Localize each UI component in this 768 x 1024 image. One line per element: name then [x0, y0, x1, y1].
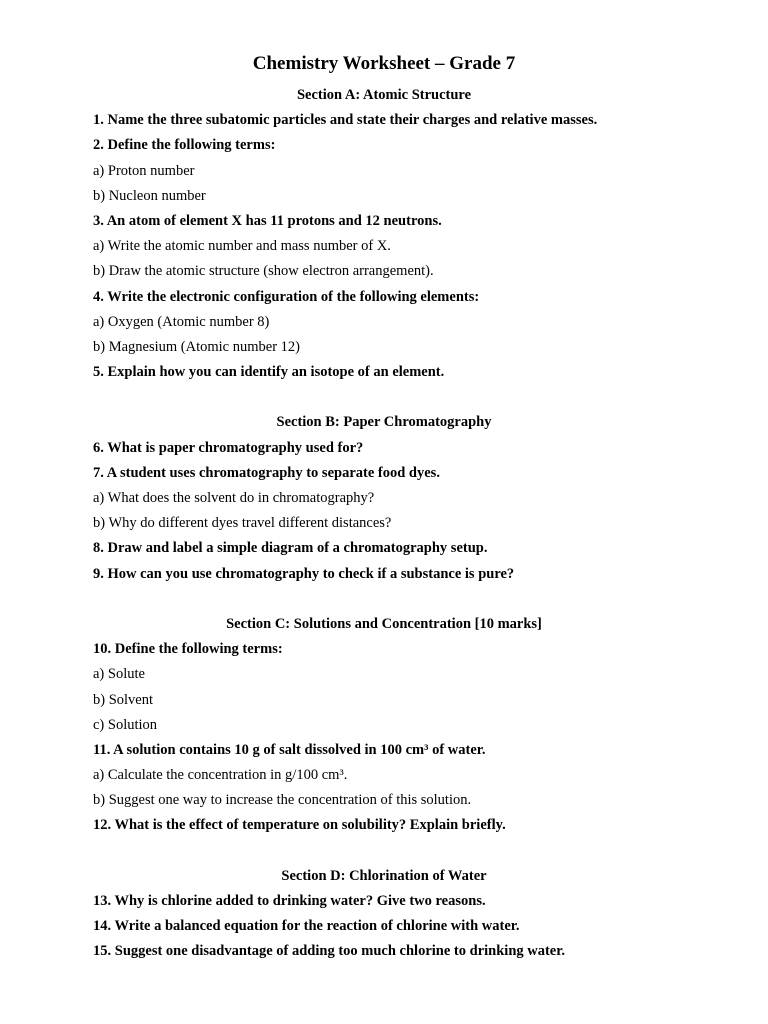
- question-line: 7. A student uses chromatography to separate food dyes.: [93, 464, 440, 481]
- question-line: 10. Define the following terms:: [93, 641, 283, 658]
- worksheet-body: [93, 83, 728, 965]
- question-line: 14. Write a balanced equation for the reaction of chlorine with water.: [93, 918, 520, 935]
- question-line: 5. Explain how you can identify an isotope of an element.: [93, 364, 445, 381]
- question-line: 15. Suggest one disadvantage of adding too much chlorine to drinking water.: [93, 943, 565, 960]
- sub-question-line: a) What does the solvent do in chromatography?: [93, 490, 375, 506]
- question-line: 4. Write the electronic configuration of the following elements:: [93, 288, 480, 305]
- section-heading: Section C: Solutions and Concentration [10 marks]: [226, 615, 542, 632]
- sub-question-line: c) Solution: [93, 716, 158, 733]
- section-heading: Section A: Atomic Structure: [296, 87, 472, 103]
- question-line: 11. A solution contains 10 g of salt dissolved in 100 cm³ of water.: [93, 741, 486, 758]
- sub-question-line: a) Proton number: [93, 162, 195, 179]
- question-line: 1. Name the three subatomic particles and state their charges and relative masses.: [93, 112, 598, 129]
- section-spacer: [93, 385, 728, 410]
- question-line: 2. Define the following terms:: [93, 137, 276, 154]
- question-line: 12. What is the effect of temperature on solubility? Explain briefly.: [93, 817, 506, 834]
- sub-question-line: b) Nucleon number: [93, 187, 206, 204]
- section-heading: Section D: Chlorination of Water: [281, 867, 487, 884]
- sub-question-line: b) Suggest one way to increase the concentration of this solution.: [93, 792, 472, 809]
- sub-question-line: b) Draw the atomic structure (show electron arrangement).: [93, 263, 434, 280]
- sub-question-line: b) Solvent: [93, 691, 154, 708]
- question-line: 13. Why is chlorine added to drinking water? Give two reasons.: [93, 893, 486, 909]
- section-spacer: [93, 839, 728, 864]
- question-line: 3. An atom of element X has 11 protons and 12 neutrons.: [93, 212, 442, 229]
- sub-question-line: b) Magnesium (Atomic number 12): [93, 338, 300, 355]
- section-spacer: [93, 587, 728, 612]
- section-heading: Section B: Paper Chromatography: [276, 414, 492, 431]
- sub-question-line: a) Write the atomic number and mass number of X.: [93, 238, 391, 255]
- sub-question-line: b) Why do different dyes travel different distances?: [93, 515, 392, 532]
- sub-question-line: a) Calculate the concentration in g/100 cm³.: [93, 767, 348, 784]
- page-title: Chemistry Worksheet – Grade 7: [252, 53, 516, 74]
- sub-question-line: a) Oxygen (Atomic number 8): [93, 313, 270, 330]
- sub-question-line: a) Solute: [93, 666, 145, 683]
- question-line: 6. What is paper chromatography used for?: [93, 439, 364, 456]
- question-line: 8. Draw and label a simple diagram of a chromatography setup.: [93, 540, 488, 557]
- question-line: 9. How can you use chromatography to check if a substance is pure?: [93, 565, 515, 582]
